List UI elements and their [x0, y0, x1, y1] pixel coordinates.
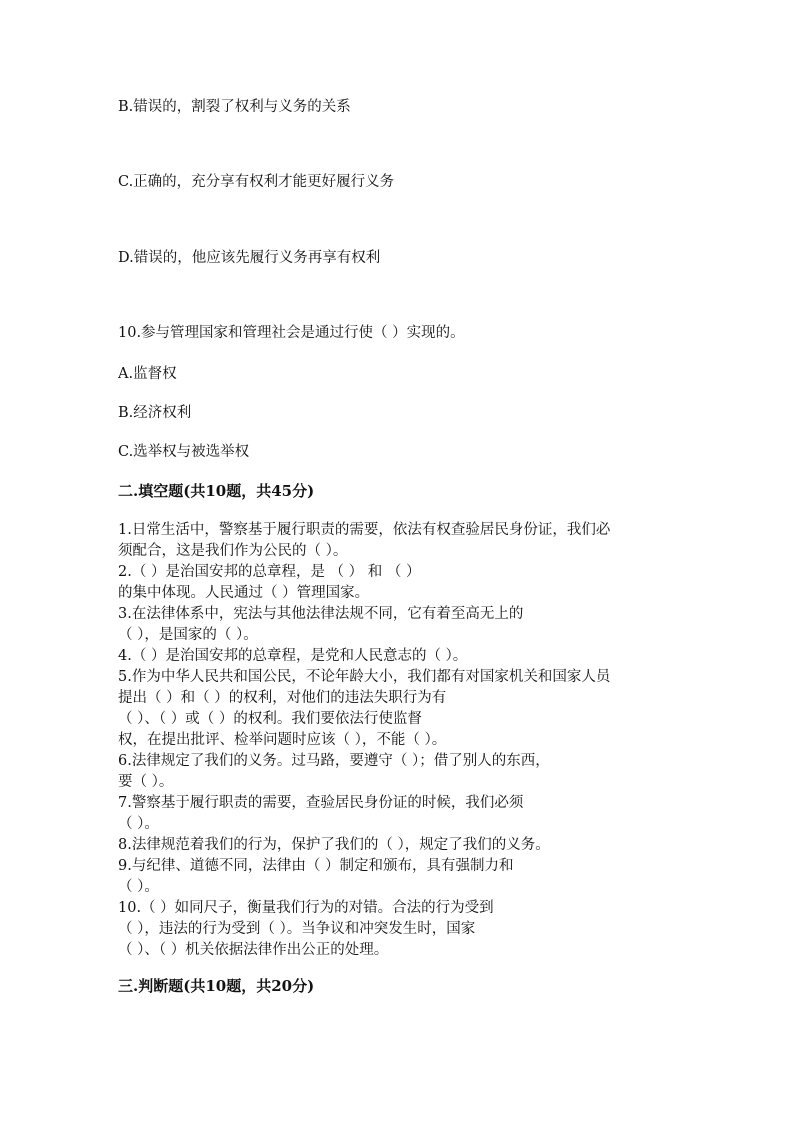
question10-option-a: A.监督权 [118, 366, 177, 382]
question10-option-b: B.经济权利 [118, 405, 192, 421]
question10-option-c: C.选举权与被选举权 [118, 444, 250, 460]
fill-blank-line: 3.在法律体系中，宪法与其他法律法规不同，它有着至高无上的 [118, 606, 524, 622]
question9-option-b: B.错误的，割裂了权利与义务的关系 [118, 99, 351, 115]
fill-blank-line: 4.（ ）是治国安邦的总章程，是党和人民意志的（ ）。 [118, 648, 468, 664]
fill-blank-line: 5.作为中华人民共和国公民，不论年龄大小，我们都有对国家机关和国家人员 [118, 669, 611, 685]
fill-blank-line: （ ）。 [118, 816, 159, 832]
fill-blank-line: 6.法律规定了我们的义务。过马路，要遵守（ ）；借了别人的东西， [118, 753, 550, 769]
fill-blank-line: 10.（ ）如同尺子，衡量我们行为的对错。合法的行为受到 [118, 900, 494, 916]
fill-blank-line: 9.与纪律、道德不同，法律由（ ）制定和颁布，具有强制力和 [118, 858, 514, 874]
fill-blank-line: 8.法律规范着我们的行为，保护了我们的（ ），规定了我们的义务。 [118, 837, 550, 853]
fill-blank-line: 1.日常生活中，警察基于履行职责的需要，依法有权查验居民身份证，我们必 [118, 522, 611, 538]
fill-blank-line: 的集中体现。人民通过（ ）管理国家。 [118, 585, 370, 601]
fill-blank-line: （ ）、（ ）机关依据法律作出公正的处理。 [118, 942, 389, 958]
fill-blank-line: 提出（ ）和（ ）的权利，对他们的违法失职行为有 [118, 690, 447, 706]
fill-blank-line: 须配合，这是我们作为公民的（ ）。 [118, 543, 348, 559]
fill-blank-line: 要（ ）。 [118, 774, 174, 790]
fill-blank-line: 权，在提出批评、检举问题时应该（ ），不能（ ）。 [118, 732, 447, 748]
fill-blank-line: （ ）、（ ）或（ ）的权利。我们要依法行使监督 [118, 711, 422, 727]
question10-stem: 10.参与管理国家和管理社会是通过行使（ ）实现的。 [118, 325, 465, 341]
section2-heading: 二.填空题(共10题，共45分) [118, 482, 315, 500]
question9-option-d: D.错误的，他应该先履行义务再享有权利 [118, 250, 381, 266]
question9-option-c: C.正确的，充分享有权利才能更好履行义务 [118, 174, 395, 190]
fill-blank-line: （ ），违法的行为受到（ ）。当争议和冲突发生时，国家 [118, 921, 476, 937]
fill-blank-line: （ ），是国家的（ ）。 [118, 627, 258, 643]
section3-heading: 三.判断题(共10题，共20分) [118, 977, 315, 995]
fill-blank-line: （ ）。 [118, 879, 159, 895]
fill-blank-line: 2.（ ）是治国安邦的总章程，是 （ ） 和 （ ） [118, 564, 421, 580]
fill-blank-line: 7.警察基于履行职责的需要，查验居民身份证的时候，我们必须 [118, 795, 524, 811]
